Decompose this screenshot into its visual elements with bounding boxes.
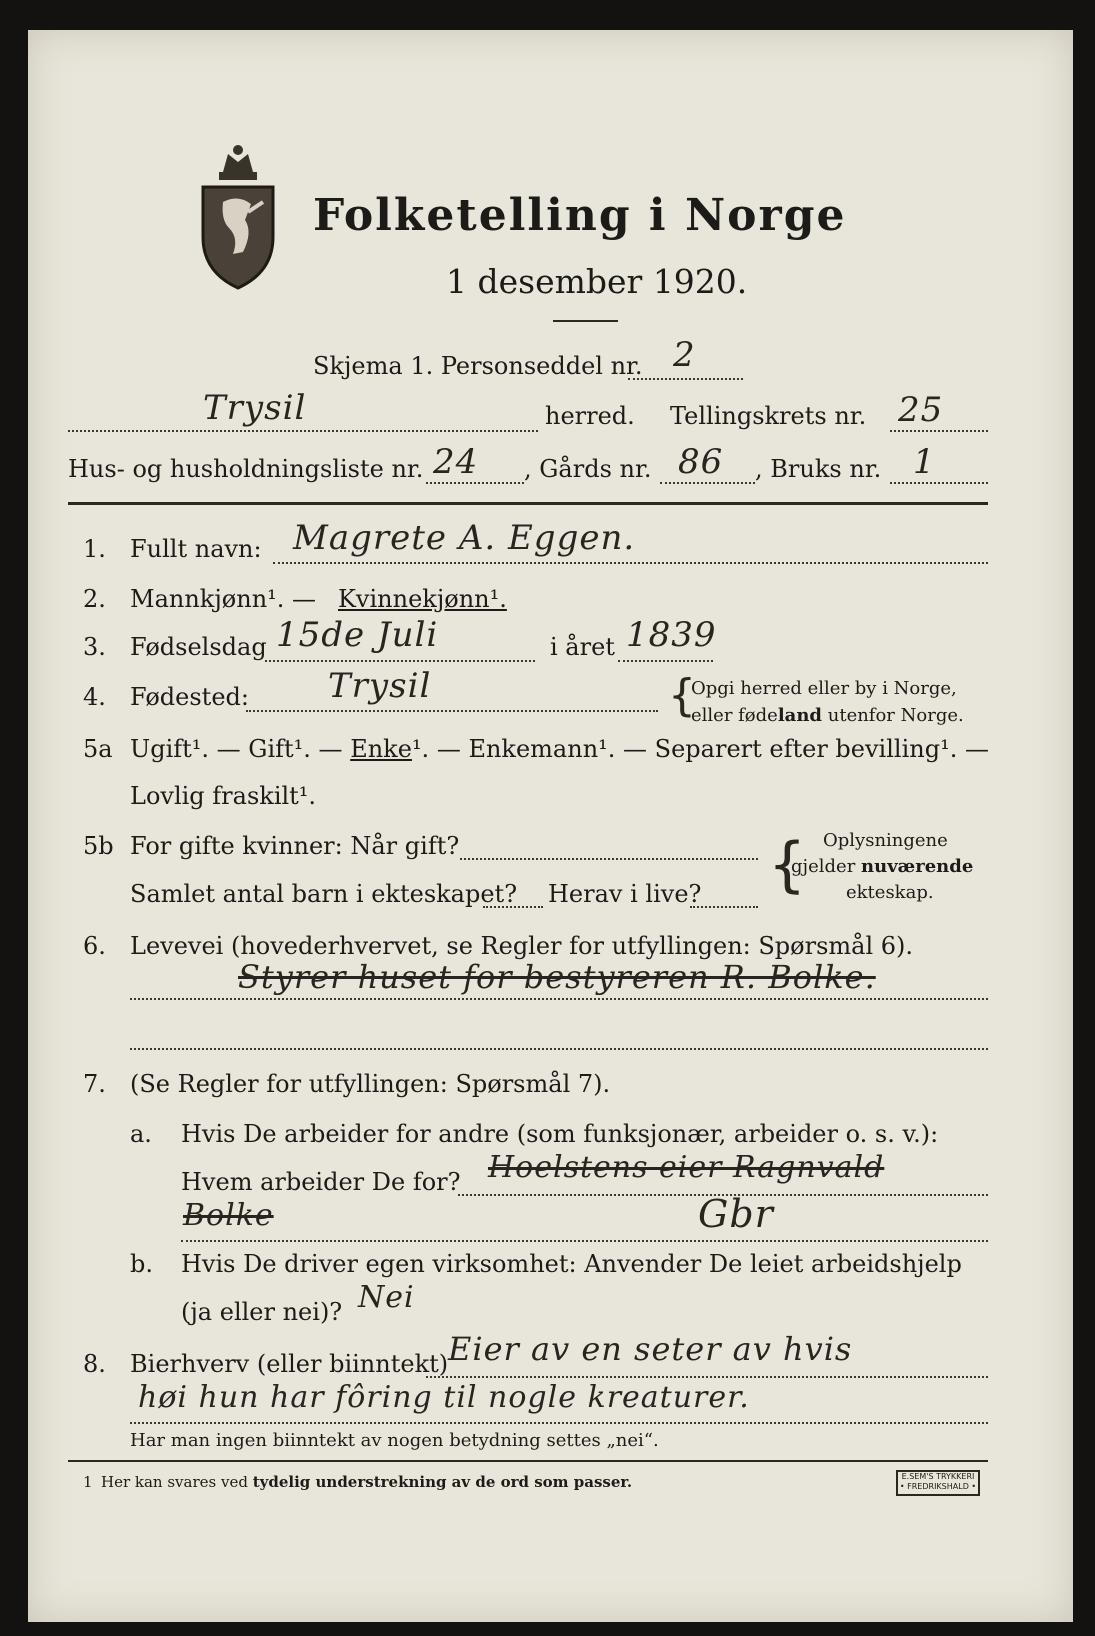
q5a-line1: Ugift¹. — Gift¹. — Enke¹. — Enkemann¹. — Separert efter bevilling¹. — [130, 735, 989, 763]
gards-line [660, 482, 755, 484]
q7b-text: Hvis De driver egen virksomhet: Anvender De leiet arbeidshjelp [181, 1250, 962, 1278]
q3-year-label: i året [550, 633, 615, 661]
q5a-enke: Enke [350, 735, 412, 763]
q5a-line2: Lovlig fraskilt¹. [130, 782, 317, 810]
q6-value: Styrer huset for bestyreren R. Bolke. [238, 958, 876, 996]
title-divider [553, 320, 618, 322]
hus-value: 24 [433, 442, 479, 482]
q1-value: Magrete A. Eggen. [293, 518, 636, 558]
header-rule [68, 502, 988, 505]
q3-number: 3. [83, 633, 106, 661]
q5b-brace: { [768, 830, 807, 900]
tellingskrets-label: Tellingskrets nr. [670, 402, 867, 430]
q4-line [246, 710, 658, 712]
personseddel-value: 2 [673, 335, 696, 375]
q8-line-2 [130, 1422, 988, 1424]
footnote-mark: 1 [83, 1473, 93, 1491]
q4-note-2: eller fødeland utenfor Norge. [691, 705, 964, 726]
q6-label: Levevei (hovederhvervet, se Regler for utfyllingen: Spørsmål 6). [130, 932, 914, 960]
q6-line-2 [130, 1048, 988, 1050]
q5b-line2a: Samlet antal barn i ekteskapet? [130, 880, 518, 908]
hus-line [426, 482, 524, 484]
tellingskrets-value: 25 [898, 390, 944, 430]
herred-line [68, 430, 538, 432]
bruks-value: 1 [913, 442, 936, 482]
q7-number: 7. [83, 1070, 106, 1098]
skjema-label: Skjema 1. Personseddel nr. [313, 352, 643, 380]
q5b-note-3: ekteskap. [846, 882, 934, 903]
q8-number: 8. [83, 1350, 106, 1378]
herred-value: Trysil [203, 388, 307, 428]
q8-value-1: Eier av en seter av hvis [448, 1330, 853, 1368]
gards-value: 86 [678, 442, 724, 482]
q4-brace: { [668, 670, 696, 721]
q8-note: Har man ingen biinntekt av nogen betydning settes „nei“. [130, 1430, 659, 1451]
q6-number: 6. [83, 932, 106, 960]
q5b-line1: For gifte kvinner: Når gift? [130, 832, 460, 860]
q1-label: Fullt navn: [130, 535, 262, 563]
q8-value-2: høi hun har fôring til nogle kreaturer. [138, 1380, 750, 1415]
q5b-children-line [483, 906, 543, 908]
q1-line [273, 562, 988, 564]
q7b-question: (ja eller nei)? [181, 1298, 343, 1326]
q7a-question: Hvem arbeider De for? [181, 1168, 461, 1196]
q5b-when-line [460, 858, 758, 860]
q3-day-line [265, 660, 535, 662]
q7a-text: Hvis De arbeider for andre (som funksjonær, arbeider o. s. v.): [181, 1120, 939, 1148]
form-title: Folketelling i Norge [313, 190, 847, 241]
norwegian-coat-of-arms-icon [193, 142, 283, 292]
q1-number: 1. [83, 535, 106, 563]
q7a-note: Gbr [698, 1192, 774, 1236]
q4-label: Fødested: [130, 683, 249, 711]
q5a-number: 5a [83, 735, 113, 763]
footer-rule [68, 1460, 988, 1462]
q6-line-1 [130, 998, 988, 1000]
q3-year-line [618, 660, 713, 662]
q7b-value: Nei [358, 1280, 415, 1315]
bruks-label: , Bruks nr. [755, 455, 882, 483]
tellingskrets-line [890, 430, 988, 432]
q7a-line-2 [181, 1240, 988, 1242]
q3-year-value: 1839 [626, 615, 717, 655]
q7a-letter: a. [130, 1120, 152, 1148]
q2-kvinne: Kvinnekjønn¹. [338, 585, 507, 613]
q8-label: Bierhverv (eller biinntekt) [130, 1350, 449, 1378]
q7-label: (Se Regler for utfyllingen: Spørsmål 7). [130, 1070, 611, 1098]
census-form-sheet [28, 30, 1073, 1622]
footnote-text: Her kan svares ved tydelig understrekning av de ord som passer. [101, 1473, 633, 1491]
q5b-number: 5b [83, 832, 114, 860]
gards-label: , Gårds nr. [524, 455, 652, 483]
q4-value: Trysil [328, 666, 432, 706]
q7b-letter: b. [130, 1250, 153, 1278]
q2-number: 2. [83, 585, 106, 613]
q3-label: Fødselsdag [130, 633, 267, 661]
q8-line-1 [426, 1376, 988, 1378]
q4-note-1: Opgi herred eller by i Norge, [691, 678, 957, 699]
q5b-alive-line [690, 906, 758, 908]
printer-stamp: E.SEM'S TRYKKERI • FREDRIKSHALD • [896, 1470, 980, 1496]
herred-label: herred. [545, 402, 635, 430]
q2-mann: Mannkjønn¹. — [130, 585, 317, 613]
q5b-line2b: Herav i live? [548, 880, 702, 908]
bruks-line [890, 482, 988, 484]
q5b-note-1: Oplysningene [823, 830, 948, 851]
hus-label: Hus- og husholdningsliste nr. [68, 455, 424, 483]
q7a-value-2: Bolke [183, 1198, 274, 1233]
q4-number: 4. [83, 683, 106, 711]
form-subtitle: 1 desember 1920. [446, 262, 748, 301]
personseddel-line [628, 378, 743, 380]
q3-day-value: 15de Juli [276, 615, 439, 655]
q7a-value-1: Hoelstens eier Ragnvald [488, 1150, 885, 1185]
q5b-note-2: gjelder nuværende [791, 856, 974, 877]
